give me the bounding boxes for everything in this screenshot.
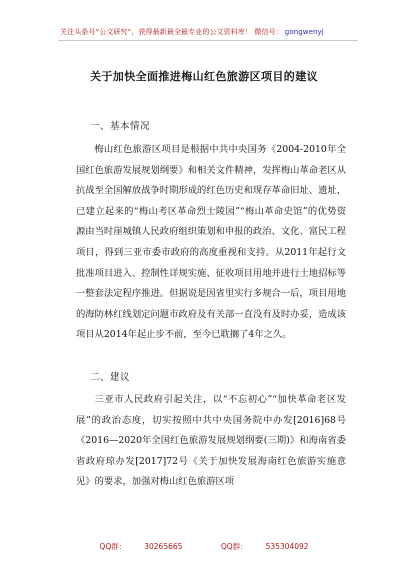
header-banner-text: 关注头条号“公文研究”，获得最新最全最专业的公文资料库！ 微信号：: [60, 28, 283, 36]
section-paragraph-basic-info: [76, 140, 346, 346]
footer-qq-number: 535304092: [265, 542, 309, 551]
footer-qq-number: 30265665: [144, 542, 183, 551]
header-contact-id: gongwenyj: [284, 28, 324, 36]
section-heading-suggestions: 二、建议: [90, 372, 131, 383]
header-banner: [60, 27, 360, 37]
header-divider: [58, 40, 358, 41]
footer-qq-label: QQ群：: [220, 542, 248, 551]
footer-qq-label: QQ群：: [99, 542, 127, 551]
paragraph-text: 三亚市人民政府引起关注，以“不忘初心”“加快革命老区发展”的政治态度，切实按照中共中央国务院中办发[2016]68号《2016—2020年全国红色旅游发展规划纲要(三期)》和海南省委省政府琼办发[2017]72号《关于加快发展海南红色旅游实施意见》的要求，加强对梅山红色旅游区项: [76, 394, 346, 488]
document-title: 关于加快全面推进梅山红色旅游区项目的建议: [90, 70, 318, 83]
paragraph-text: 梅山红色旅游区项目是根据中共中央国务《2004-2010年全国红色旅游发展规划纲要》和相关文件精神，发挥梅山革命老区从抗战至全国解放战争时期形成的红色历史和现存革命旧址、遗址，已建立起来的“梅山考区革命烈士陵园”“梅山革命史馆”的优势资源由当时崖城镇人民政府组织策划和申报的政治、文化、富民工程项目，得到三亚市委市政府的高度重视和支持。从2011年起行文批准项目进入、控制性详规实施、征收项目用地并进行土地招标等一整套法定程序推进。但据说是因省里实行多规合一后，项目用地的海防林红线划定问题市政府及有关部一直没有及时办妥，造成该项目从2014年起止步不前，至今已耽搁了4年之久。: [76, 144, 346, 341]
footer-qq-group-2: [212, 542, 318, 551]
section-paragraph-suggestions: [76, 390, 346, 493]
footer-qq-groups: [0, 541, 408, 552]
section-heading-basic-info: 一、基本情况: [90, 121, 151, 132]
footer-qq-group-1: [90, 542, 191, 551]
